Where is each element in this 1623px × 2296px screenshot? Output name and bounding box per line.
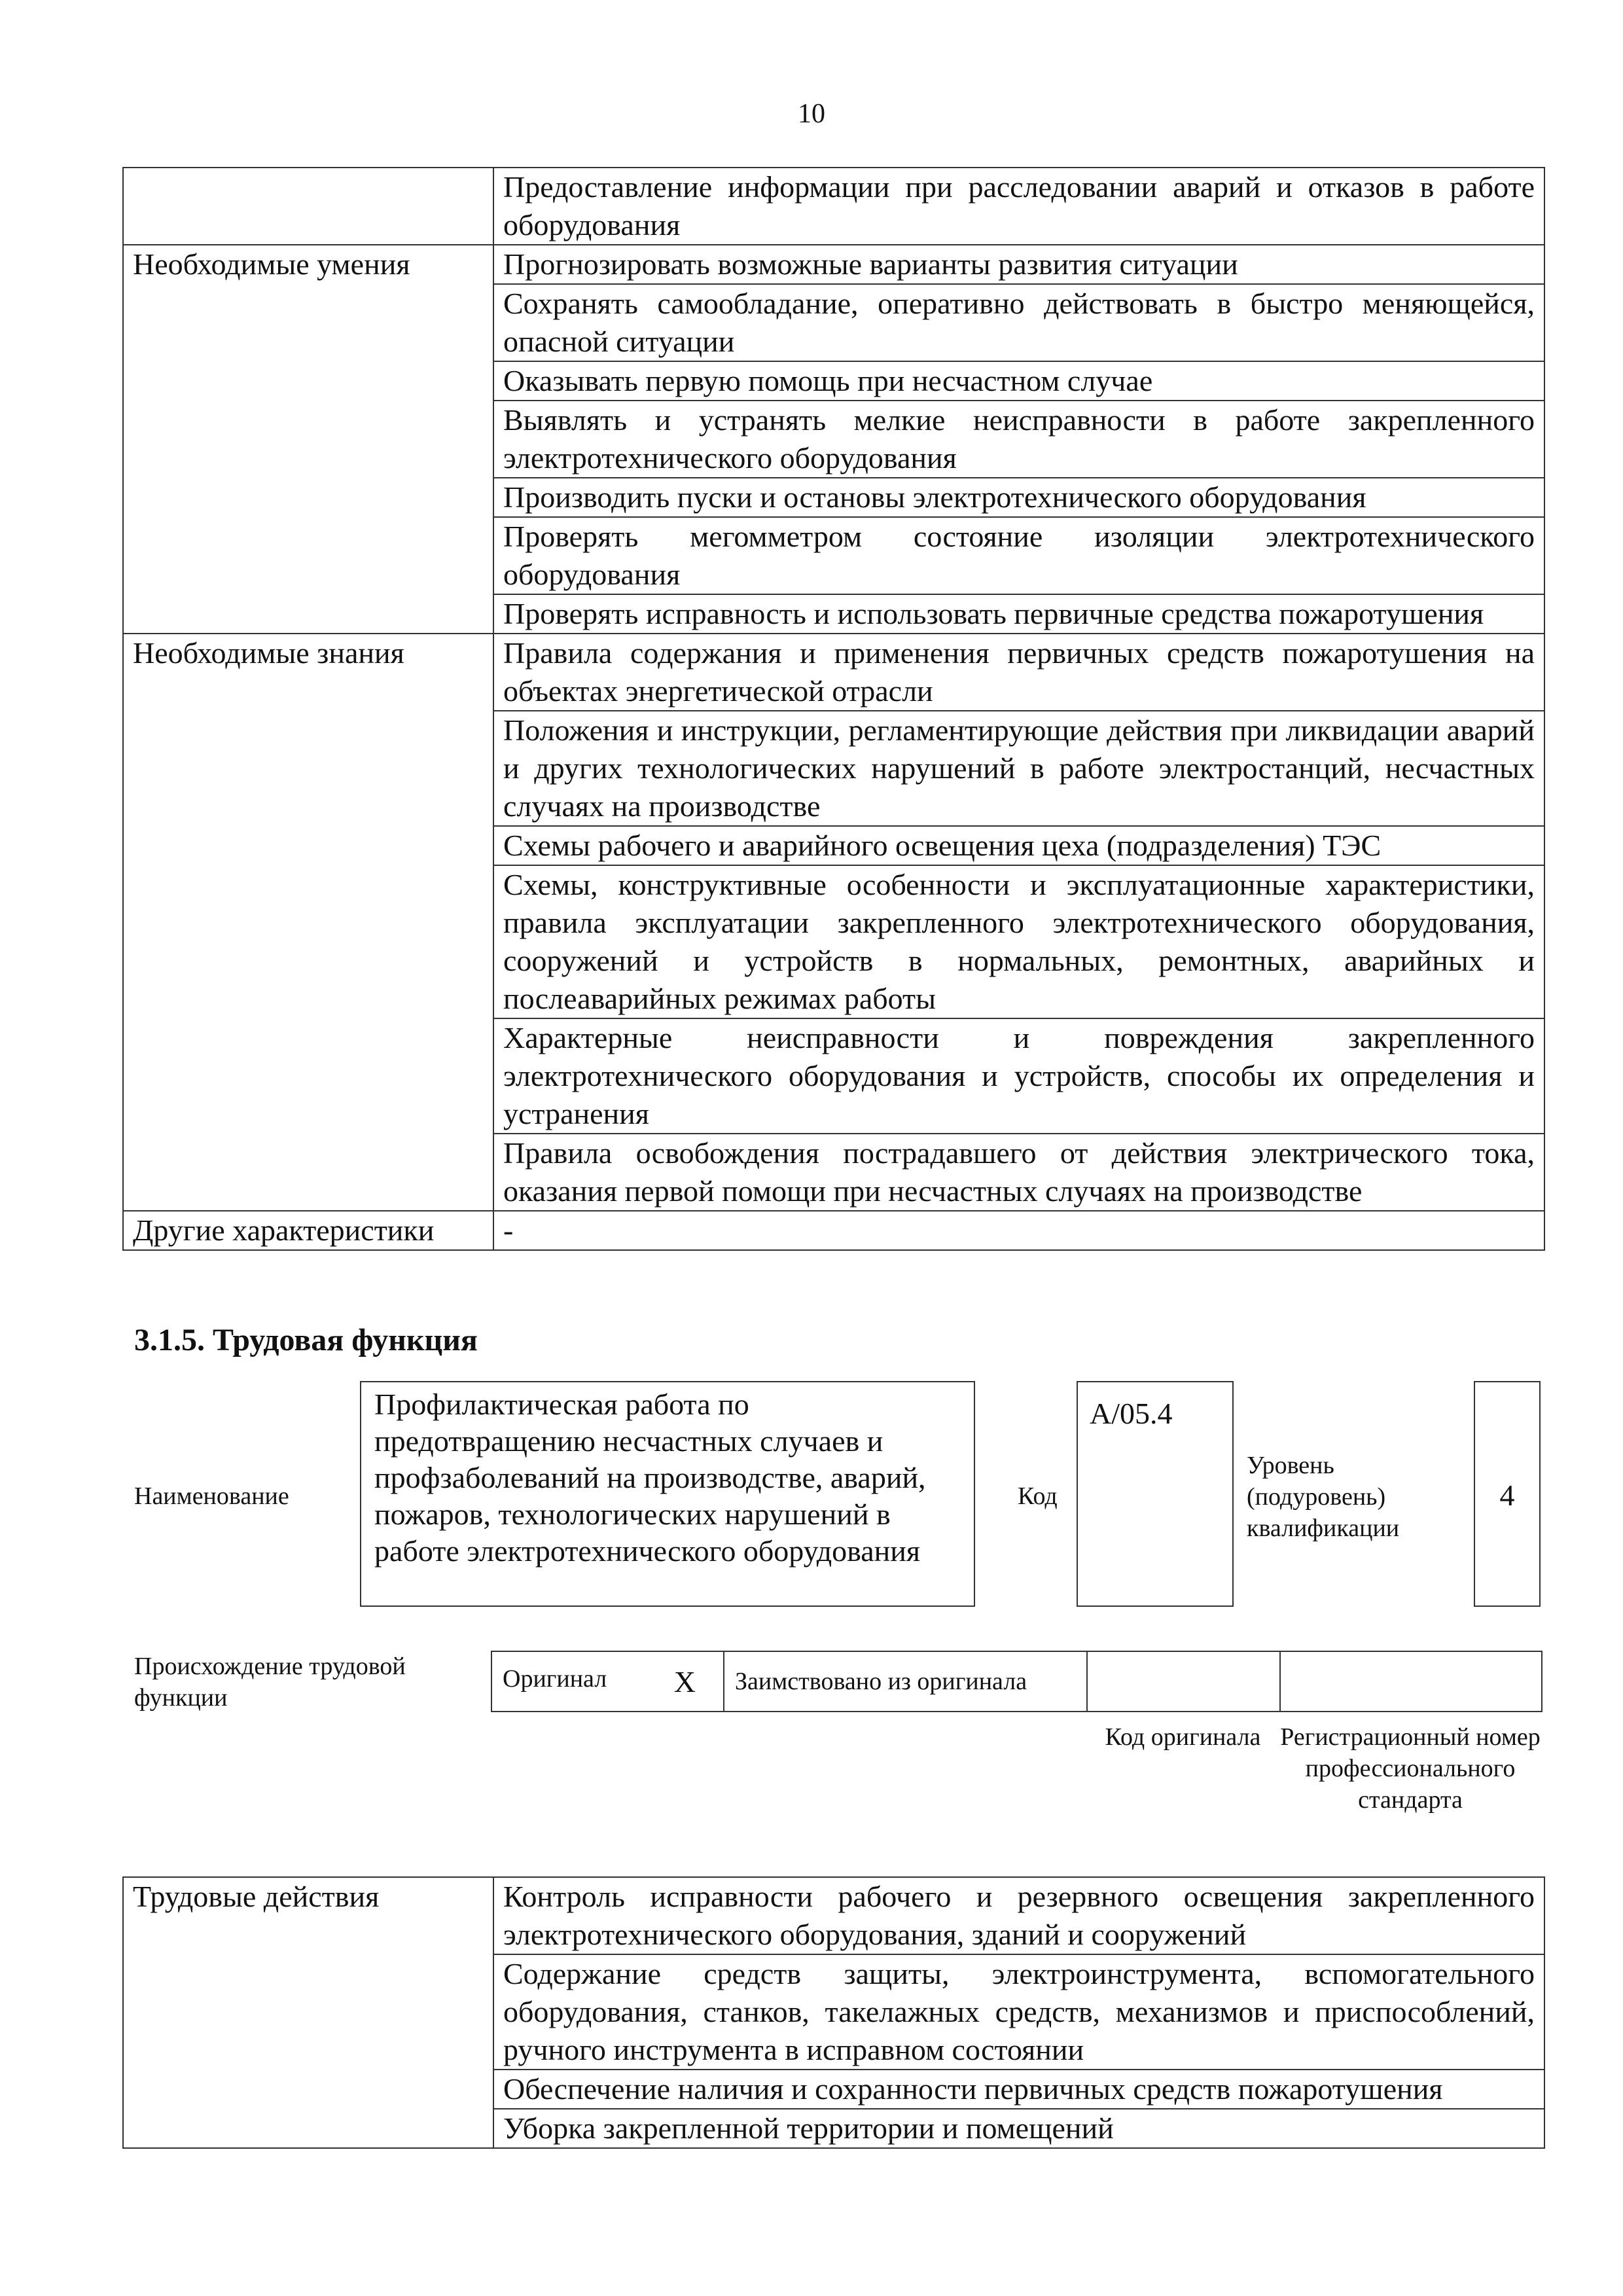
table-item: Схемы рабочего и аварийного освещения цеха (подразделения) ТЭС [493, 826, 1544, 865]
registration-number-cell [1280, 1651, 1542, 1712]
table-item: Сохранять самообладание, оперативно действовать в быстро меняющейся, опасной ситуации [493, 284, 1544, 361]
table-item: Предоставление информации при расследовании аварий и отказов в работе оборудования [493, 168, 1544, 245]
original-label: Оригинал [503, 1664, 607, 1693]
table-item: - [493, 1211, 1544, 1250]
table-item: Обеспечение наличия и сохранности первичных средств пожаротушения [493, 2070, 1544, 2109]
table-row [123, 634, 1544, 711]
section-heading: 3.1.5. Трудовая функция [134, 1323, 478, 1357]
table-item: Правила освобождения пострадавшего от действия электрического тока, оказания первой помощи при несчастных случаях на производстве [493, 1134, 1544, 1211]
label-required-skills: Необходимые умения [123, 245, 493, 634]
table-item: Содержание средств защиты, электроинструмента, вспомогательного оборудования, станков, такелажных средств, механизмов и приспособлений, ручного инструмента в исправном состоянии [493, 1954, 1544, 2070]
page-number: 10 [798, 99, 825, 129]
table-item: Контроль исправности рабочего и резервного освещения закрепленного электротехнического оборудования, зданий и сооружений [493, 1877, 1544, 1954]
table-label-cell [123, 168, 493, 245]
code-box: A/05.4 [1077, 1381, 1234, 1607]
origin-label: Происхождение трудовой функции [134, 1653, 406, 1712]
level-box: 4 [1474, 1381, 1541, 1607]
table-item: Уборка закрепленной территории и помещений [493, 2109, 1544, 2148]
original-code-cell [1087, 1651, 1280, 1712]
code-caption: Код оригинала [1105, 1723, 1261, 1751]
registration-caption: Регистрационный номер профессионального стандарта [1280, 1723, 1541, 1814]
function-name-box: Профилактическая работа по предотвращению несчастных случаев и профзаболеваний на производстве, аварий, пожаров, технологических нарушений в работе электротехнического оборудования [360, 1381, 975, 1607]
table-row [123, 168, 1544, 245]
original-cell [491, 1651, 724, 1712]
table-row [123, 1877, 1544, 1954]
original-mark: X [673, 1664, 696, 1698]
table-item: Проверять мегомметром состояние изоляции электротехнического оборудования [493, 517, 1544, 594]
borrowed-label: Заимствовано из оригинала [724, 1651, 1087, 1712]
table-item: Схемы, конструктивные особенности и эксплуатационные характеристики, правила эксплуатации закрепленного электротехнического оборудования, сооружений и устройств в нормальных, ремонтных, аварийных и послеаварийных режимах работы [493, 865, 1544, 1018]
level-label: Уровень (подуровень) квалификации [1247, 1452, 1400, 1542]
table-item: Прогнозировать возможные варианты развития ситуации [493, 245, 1544, 284]
table-item: Выявлять и устранять мелкие неисправности в работе закрепленного электротехнического оборудования [493, 401, 1544, 478]
table-item: Оказывать первую помощь при несчастном случае [493, 361, 1544, 401]
labor-actions-table [122, 1876, 1545, 2149]
table-item: Характерные неисправности и повреждения закрепленного электротехнического оборудования и устройств, способы их определения и устранения [493, 1018, 1544, 1134]
name-label: Наименование [134, 1482, 289, 1510]
table-item: Проверять исправность и использовать первичные средства пожаротушения [493, 594, 1544, 634]
label-other-characteristics: Другие характеристики [123, 1211, 493, 1250]
label-labor-actions: Трудовые действия [123, 1877, 493, 2148]
code-label: Код [1018, 1482, 1058, 1510]
table-item: Производить пуски и остановы электротехнического оборудования [493, 478, 1544, 517]
table-item: Правила содержания и применения первичных средств пожаротушения на объектах энергетической отрасли [493, 634, 1544, 711]
skills-knowledge-table [122, 167, 1545, 1251]
table-item: Положения и инструкции, регламентирующие действия при ликвидации аварий и других технологических нарушений в работе электростанций, несчастных случаях на производстве [493, 711, 1544, 826]
table-row [123, 1211, 1544, 1250]
origin-table [491, 1651, 1543, 1712]
label-required-knowledge: Необходимые знания [123, 634, 493, 1211]
table-row [123, 245, 1544, 284]
